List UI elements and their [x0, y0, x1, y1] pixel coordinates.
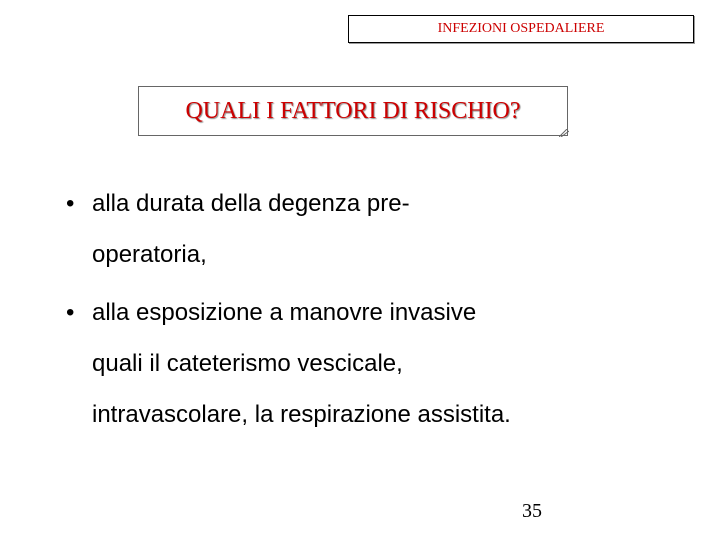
bullet-1-line-2: operatoria, [92, 241, 207, 268]
bullet-2-line-1: alla esposizione a manovre invasive [92, 299, 477, 326]
page-number: 35 [522, 500, 542, 522]
slide-title-text: QUALI I FATTORI DI RISCHIO? [185, 97, 521, 124]
bullet-marker: • [66, 190, 75, 217]
bullet-marker: • [66, 299, 75, 326]
bullet-2-line-3: intravascolare, la respirazione assistita. [92, 401, 511, 428]
header-label-text: INFEZIONI OSPEDALIERE [437, 21, 605, 36]
bullet-1-line-1: alla durata della degenza pre- [92, 190, 410, 217]
bullet-2-line-2: quali il cateterismo vescicale, [92, 350, 403, 377]
